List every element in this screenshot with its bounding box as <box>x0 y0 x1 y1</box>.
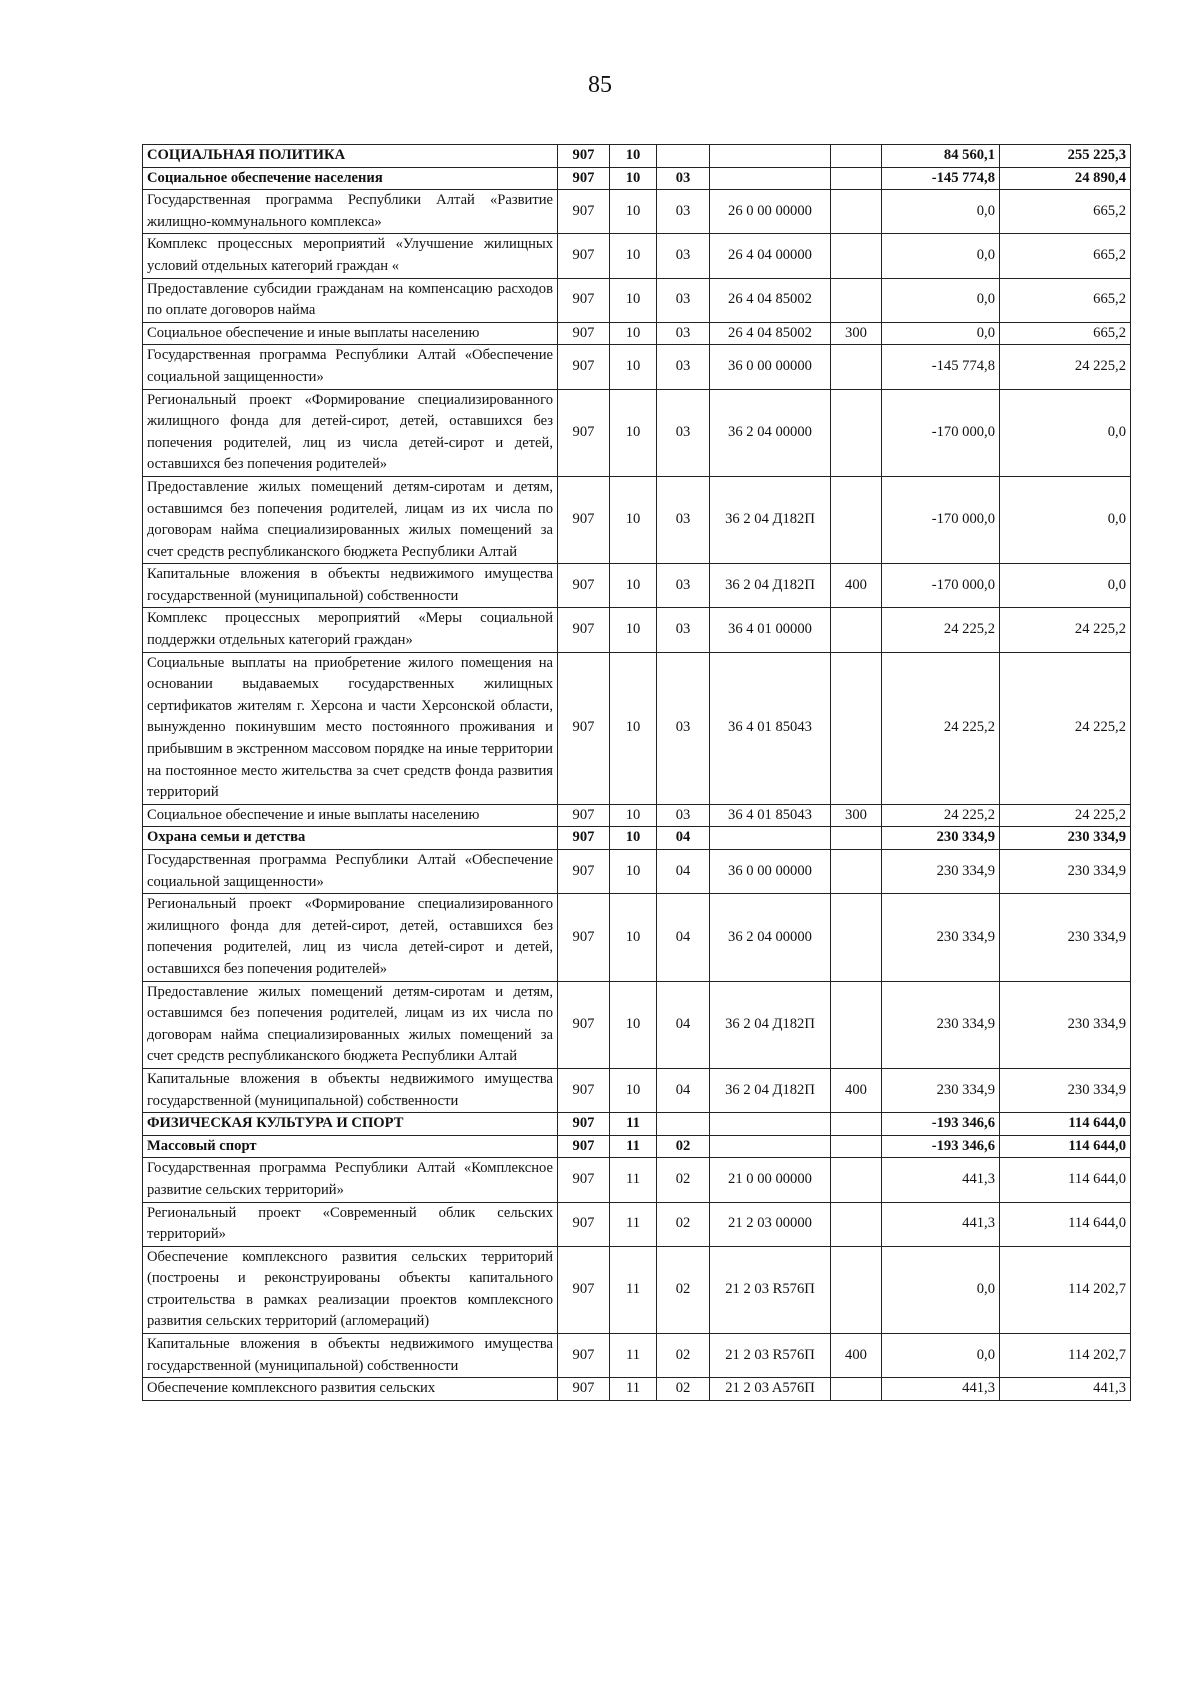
amount-2-cell: 114 644,0 <box>1000 1158 1131 1202</box>
row-name-cell: Государственная программа Республики Алтай «Развитие жилищно-коммунального комплекса» <box>143 190 558 234</box>
row-name-cell: Комплекс процессных мероприятий «Меры социальной поддержки отдельных категорий граждан» <box>143 608 558 652</box>
row-name-cell: Предоставление жилых помещений детям-сиротам и детям, оставшимся без попечения родителей, лицам из их числа по договорам найма специализированных жилых помещений за счет средств республиканского бюджета Республики Алтай <box>143 981 558 1068</box>
ministry-code-cell: 907 <box>558 1202 610 1246</box>
ministry-code-cell: 907 <box>558 564 610 608</box>
ministry-code-cell: 907 <box>558 234 610 278</box>
expense-type-cell <box>831 1158 882 1202</box>
row-name-cell: Социальное обеспечение и иные выплаты населению <box>143 322 558 345</box>
subsection-code-cell: 03 <box>657 564 710 608</box>
row-name-cell: Комплекс процессных мероприятий «Улучшение жилищных условий отдельных категорий граждан « <box>143 234 558 278</box>
amount-1-cell: -145 774,8 <box>882 345 1000 389</box>
subsection-code-cell: 03 <box>657 190 710 234</box>
ministry-code-cell: 907 <box>558 1113 610 1136</box>
amount-1-cell: 0,0 <box>882 322 1000 345</box>
row-name-cell: ФИЗИЧЕСКАЯ КУЛЬТУРА И СПОРТ <box>143 1113 558 1136</box>
ministry-code-cell: 907 <box>558 1135 610 1158</box>
ministry-code-cell: 907 <box>558 981 610 1068</box>
section-code-cell: 10 <box>610 278 657 322</box>
section-code-cell: 10 <box>610 827 657 850</box>
target-article-cell: 36 2 04 00000 <box>710 389 831 476</box>
table-row <box>143 1334 1131 1378</box>
table-row <box>143 981 1131 1068</box>
expense-type-cell <box>831 476 882 563</box>
target-article-cell <box>710 145 831 168</box>
section-code-cell: 11 <box>610 1246 657 1333</box>
section-code-cell: 10 <box>610 190 657 234</box>
target-article-cell: 26 4 04 85002 <box>710 322 831 345</box>
table-row <box>143 804 1131 827</box>
section-code-cell: 11 <box>610 1378 657 1401</box>
subsection-code-cell: 04 <box>657 827 710 850</box>
subsection-code-cell: 03 <box>657 278 710 322</box>
table-row <box>143 894 1131 981</box>
table-row <box>143 476 1131 563</box>
subsection-code-cell: 02 <box>657 1202 710 1246</box>
amount-1-cell: 230 334,9 <box>882 981 1000 1068</box>
amount-1-cell: 24 225,2 <box>882 652 1000 804</box>
subsection-code-cell: 03 <box>657 389 710 476</box>
table-row <box>143 145 1131 168</box>
budget-table <box>142 144 1131 1401</box>
expense-type-cell <box>831 1135 882 1158</box>
amount-2-cell: 0,0 <box>1000 389 1131 476</box>
section-code-cell: 10 <box>610 804 657 827</box>
subsection-code-cell: 04 <box>657 1068 710 1112</box>
amount-2-cell: 114 644,0 <box>1000 1113 1131 1136</box>
amount-1-cell: -170 000,0 <box>882 476 1000 563</box>
section-code-cell: 10 <box>610 389 657 476</box>
amount-2-cell: 230 334,9 <box>1000 894 1131 981</box>
amount-1-cell: 441,3 <box>882 1378 1000 1401</box>
subsection-code-cell: 02 <box>657 1334 710 1378</box>
amount-1-cell: -170 000,0 <box>882 564 1000 608</box>
row-name-cell: Государственная программа Республики Алтай «Обеспечение социальной защищенности» <box>143 850 558 894</box>
amount-1-cell: 230 334,9 <box>882 827 1000 850</box>
row-name-cell: СОЦИАЛЬНАЯ ПОЛИТИКА <box>143 145 558 168</box>
row-name-cell: Охрана семьи и детства <box>143 827 558 850</box>
target-article-cell: 26 4 04 00000 <box>710 234 831 278</box>
table-row <box>143 1378 1131 1401</box>
subsection-code-cell: 02 <box>657 1378 710 1401</box>
subsection-code-cell: 03 <box>657 345 710 389</box>
target-article-cell: 21 2 03 00000 <box>710 1202 831 1246</box>
amount-2-cell: 114 644,0 <box>1000 1202 1131 1246</box>
amount-2-cell: 665,2 <box>1000 234 1131 278</box>
ministry-code-cell: 907 <box>558 827 610 850</box>
ministry-code-cell: 907 <box>558 322 610 345</box>
row-name-cell: Государственная программа Республики Алтай «Комплексное развитие сельских территорий» <box>143 1158 558 1202</box>
expense-type-cell <box>831 1378 882 1401</box>
page-number: 85 <box>588 72 612 98</box>
table-row <box>143 190 1131 234</box>
table-row <box>143 234 1131 278</box>
expense-type-cell <box>831 234 882 278</box>
expense-type-cell <box>831 1202 882 1246</box>
subsection-code-cell: 03 <box>657 234 710 278</box>
section-code-cell: 11 <box>610 1135 657 1158</box>
section-code-cell: 10 <box>610 145 657 168</box>
ministry-code-cell: 907 <box>558 345 610 389</box>
amount-1-cell: 0,0 <box>882 278 1000 322</box>
amount-2-cell: 665,2 <box>1000 322 1131 345</box>
expense-type-cell <box>831 1246 882 1333</box>
target-article-cell: 36 4 01 85043 <box>710 652 831 804</box>
amount-1-cell: 24 225,2 <box>882 804 1000 827</box>
row-name-cell: Обеспечение комплексного развития сельских территорий (построены и реконструированы объекты капитального строительства в рамках реализации проектов комплексного развития сельских территорий (агломераций) <box>143 1246 558 1333</box>
expense-type-cell <box>831 827 882 850</box>
ministry-code-cell: 907 <box>558 894 610 981</box>
amount-2-cell: 665,2 <box>1000 190 1131 234</box>
section-code-cell: 10 <box>610 1068 657 1112</box>
subsection-code-cell <box>657 145 710 168</box>
amount-2-cell: 114 202,7 <box>1000 1246 1131 1333</box>
subsection-code-cell: 03 <box>657 322 710 345</box>
amount-2-cell: 255 225,3 <box>1000 145 1131 168</box>
expense-type-cell <box>831 894 882 981</box>
target-article-cell: 36 2 04 Д182П <box>710 476 831 563</box>
row-name-cell: Предоставление субсидии гражданам на компенсацию расходов по оплате договоров найма <box>143 278 558 322</box>
subsection-code-cell: 03 <box>657 608 710 652</box>
ministry-code-cell: 907 <box>558 476 610 563</box>
amount-2-cell: 114 202,7 <box>1000 1334 1131 1378</box>
table-row <box>143 278 1131 322</box>
amount-2-cell: 114 644,0 <box>1000 1135 1131 1158</box>
table-row <box>143 608 1131 652</box>
row-name-cell: Предоставление жилых помещений детям-сиротам и детям, оставшимся без попечения родителей, лицам из их числа по договорам найма специализированных жилых помещений за счет средств республиканского бюджета Республики Алтай <box>143 476 558 563</box>
amount-2-cell: 24 225,2 <box>1000 345 1131 389</box>
section-code-cell: 10 <box>610 850 657 894</box>
table-row <box>143 1068 1131 1112</box>
amount-2-cell: 230 334,9 <box>1000 827 1131 850</box>
row-name-cell: Массовый спорт <box>143 1135 558 1158</box>
table-row <box>143 652 1131 804</box>
expense-type-cell <box>831 278 882 322</box>
subsection-code-cell: 02 <box>657 1135 710 1158</box>
subsection-code-cell: 02 <box>657 1158 710 1202</box>
target-article-cell: 26 4 04 85002 <box>710 278 831 322</box>
amount-2-cell: 24 890,4 <box>1000 167 1131 190</box>
section-code-cell: 10 <box>610 652 657 804</box>
subsection-code-cell: 04 <box>657 850 710 894</box>
section-code-cell: 10 <box>610 608 657 652</box>
amount-2-cell: 24 225,2 <box>1000 804 1131 827</box>
target-article-cell: 21 2 03 R576П <box>710 1334 831 1378</box>
amount-2-cell: 230 334,9 <box>1000 981 1131 1068</box>
section-code-cell: 11 <box>610 1202 657 1246</box>
expense-type-cell: 400 <box>831 564 882 608</box>
expense-type-cell: 300 <box>831 322 882 345</box>
table-row <box>143 827 1131 850</box>
subsection-code-cell <box>657 1113 710 1136</box>
row-name-cell: Государственная программа Республики Алтай «Обеспечение социальной защищенности» <box>143 345 558 389</box>
target-article-cell: 26 0 00 00000 <box>710 190 831 234</box>
ministry-code-cell: 907 <box>558 804 610 827</box>
expense-type-cell <box>831 652 882 804</box>
expense-type-cell <box>831 190 882 234</box>
table-row <box>143 389 1131 476</box>
row-name-cell: Социальные выплаты на приобретение жилого помещения на основании выдаваемых государственных жилищных сертификатов жителям г. Херсона и части Херсонской области, вынужденно покинувшим место постоянного проживания и прибывшим в экстренном массовом порядке на иные территории на постоянное место жительства за счет средств фонда развития территорий <box>143 652 558 804</box>
expense-type-cell <box>831 1113 882 1136</box>
ministry-code-cell: 907 <box>558 278 610 322</box>
ministry-code-cell: 907 <box>558 190 610 234</box>
table-row <box>143 167 1131 190</box>
amount-1-cell: 441,3 <box>882 1158 1000 1202</box>
target-article-cell <box>710 167 831 190</box>
amount-1-cell: -193 346,6 <box>882 1113 1000 1136</box>
ministry-code-cell: 907 <box>558 389 610 476</box>
row-name-cell: Капитальные вложения в объекты недвижимого имущества государственной (муниципальной) собственности <box>143 1068 558 1112</box>
amount-1-cell: 230 334,9 <box>882 850 1000 894</box>
target-article-cell: 36 2 04 Д182П <box>710 1068 831 1112</box>
section-code-cell: 11 <box>610 1113 657 1136</box>
target-article-cell: 36 4 01 85043 <box>710 804 831 827</box>
section-code-cell: 10 <box>610 894 657 981</box>
section-code-cell: 10 <box>610 564 657 608</box>
amount-2-cell: 230 334,9 <box>1000 850 1131 894</box>
subsection-code-cell: 03 <box>657 652 710 804</box>
expense-type-cell <box>831 608 882 652</box>
amount-1-cell: 230 334,9 <box>882 1068 1000 1112</box>
amount-2-cell: 0,0 <box>1000 476 1131 563</box>
ministry-code-cell: 907 <box>558 1068 610 1112</box>
expense-type-cell <box>831 389 882 476</box>
amount-1-cell: 0,0 <box>882 1334 1000 1378</box>
row-name-cell: Капитальные вложения в объекты недвижимого имущества государственной (муниципальной) собственности <box>143 1334 558 1378</box>
target-article-cell <box>710 1113 831 1136</box>
row-name-cell: Региональный проект «Формирование специализированного жилищного фонда для детей-сирот, детей, оставшихся без попечения родителей, лиц из числа детей-сирот и детей, оставшихся без попечения родителей» <box>143 894 558 981</box>
amount-1-cell: -193 346,6 <box>882 1135 1000 1158</box>
amount-1-cell: 0,0 <box>882 190 1000 234</box>
ministry-code-cell: 907 <box>558 608 610 652</box>
row-name-cell: Региональный проект «Формирование специализированного жилищного фонда для детей-сирот, детей, оставшихся без попечения родителей, лиц из числа детей-сирот и детей, оставшихся без попечения родителей» <box>143 389 558 476</box>
amount-1-cell: 84 560,1 <box>882 145 1000 168</box>
expense-type-cell: 400 <box>831 1334 882 1378</box>
target-article-cell: 36 2 04 Д182П <box>710 981 831 1068</box>
expense-type-cell <box>831 850 882 894</box>
expense-type-cell <box>831 345 882 389</box>
amount-1-cell: -145 774,8 <box>882 167 1000 190</box>
ministry-code-cell: 907 <box>558 652 610 804</box>
target-article-cell <box>710 1135 831 1158</box>
target-article-cell <box>710 827 831 850</box>
target-article-cell: 36 4 01 00000 <box>710 608 831 652</box>
section-code-cell: 10 <box>610 167 657 190</box>
section-code-cell: 10 <box>610 476 657 563</box>
amount-2-cell: 24 225,2 <box>1000 608 1131 652</box>
target-article-cell: 36 0 00 00000 <box>710 345 831 389</box>
table-row <box>143 322 1131 345</box>
amount-1-cell: 0,0 <box>882 1246 1000 1333</box>
amount-1-cell: 230 334,9 <box>882 894 1000 981</box>
expense-type-cell: 300 <box>831 804 882 827</box>
target-article-cell: 21 2 03 R576П <box>710 1246 831 1333</box>
ministry-code-cell: 907 <box>558 850 610 894</box>
amount-1-cell: 24 225,2 <box>882 608 1000 652</box>
amount-2-cell: 441,3 <box>1000 1378 1131 1401</box>
ministry-code-cell: 907 <box>558 1378 610 1401</box>
table-row <box>143 1246 1131 1333</box>
row-name-cell: Капитальные вложения в объекты недвижимого имущества государственной (муниципальной) собственности <box>143 564 558 608</box>
target-article-cell: 21 0 00 00000 <box>710 1158 831 1202</box>
table-row <box>143 564 1131 608</box>
table-row <box>143 345 1131 389</box>
row-name-cell: Социальное обеспечение и иные выплаты населению <box>143 804 558 827</box>
target-article-cell: 36 2 04 Д182П <box>710 564 831 608</box>
ministry-code-cell: 907 <box>558 1158 610 1202</box>
section-code-cell: 11 <box>610 1334 657 1378</box>
table-row <box>143 850 1131 894</box>
amount-2-cell: 0,0 <box>1000 564 1131 608</box>
target-article-cell: 36 0 00 00000 <box>710 850 831 894</box>
amount-1-cell: 441,3 <box>882 1202 1000 1246</box>
expense-type-cell: 400 <box>831 1068 882 1112</box>
amount-2-cell: 24 225,2 <box>1000 652 1131 804</box>
ministry-code-cell: 907 <box>558 167 610 190</box>
ministry-code-cell: 907 <box>558 1246 610 1333</box>
section-code-cell: 10 <box>610 322 657 345</box>
subsection-code-cell: 03 <box>657 804 710 827</box>
amount-1-cell: -170 000,0 <box>882 389 1000 476</box>
amount-2-cell: 665,2 <box>1000 278 1131 322</box>
subsection-code-cell: 03 <box>657 167 710 190</box>
expense-type-cell <box>831 981 882 1068</box>
amount-2-cell: 230 334,9 <box>1000 1068 1131 1112</box>
table-row <box>143 1113 1131 1136</box>
subsection-code-cell: 02 <box>657 1246 710 1333</box>
ministry-code-cell: 907 <box>558 145 610 168</box>
table-row <box>143 1135 1131 1158</box>
ministry-code-cell: 907 <box>558 1334 610 1378</box>
expense-type-cell <box>831 167 882 190</box>
section-code-cell: 10 <box>610 345 657 389</box>
row-name-cell: Обеспечение комплексного развития сельских <box>143 1378 558 1401</box>
subsection-code-cell: 03 <box>657 476 710 563</box>
target-article-cell: 36 2 04 00000 <box>710 894 831 981</box>
target-article-cell: 21 2 03 A576П <box>710 1378 831 1401</box>
table-body <box>143 145 1131 1401</box>
table-row <box>143 1202 1131 1246</box>
expense-type-cell <box>831 145 882 168</box>
row-name-cell: Социальное обеспечение населения <box>143 167 558 190</box>
section-code-cell: 10 <box>610 981 657 1068</box>
section-code-cell: 11 <box>610 1158 657 1202</box>
subsection-code-cell: 04 <box>657 894 710 981</box>
table-row <box>143 1158 1131 1202</box>
subsection-code-cell: 04 <box>657 981 710 1068</box>
amount-1-cell: 0,0 <box>882 234 1000 278</box>
section-code-cell: 10 <box>610 234 657 278</box>
row-name-cell: Региональный проект «Современный облик сельских территорий» <box>143 1202 558 1246</box>
